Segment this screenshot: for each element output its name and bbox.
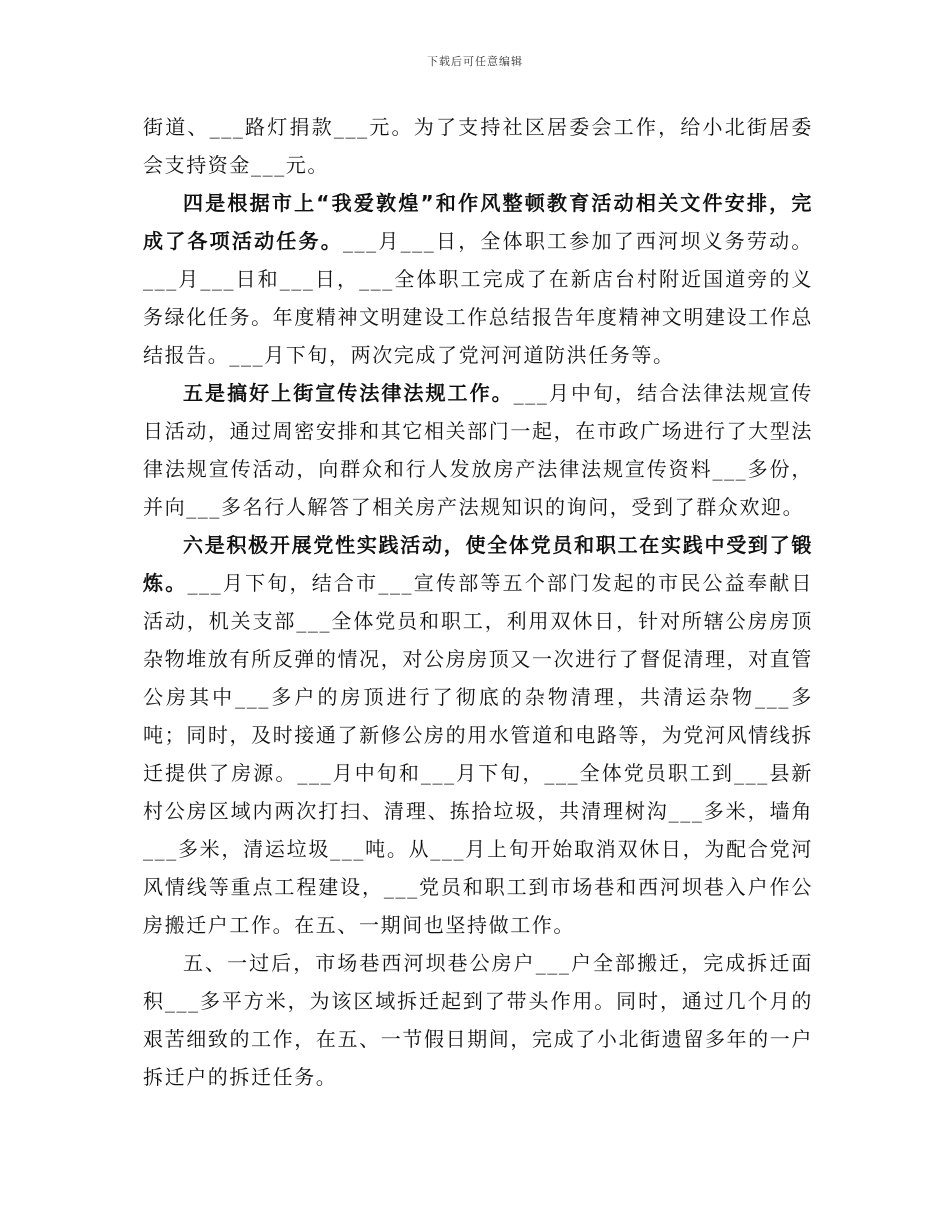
paragraph-text: 五、一过后，市场巷西河坝巷公房户___户全部搬迁，完成拆迁面积___多平方米，为该区域拆迁起到了带头作用。同时，通过几个月的艰苦细致的工作，在五、一节假日期间，完成了小北街遗留多年的一户拆迁户的拆迁任务。 — [143, 951, 813, 1089]
page-header-note: 下载后可任意编辑 — [427, 55, 523, 68]
paragraph-text: ___月下旬，结合市___宣传部等五个部门发起的市民公益奉献日活动，机关支部___全体党员和职工，利用双休日，针对所辖公房房顶杂物堆放有所反弹的情况，对公房房顶又一次进行了督促清理，对直管公房其中___多户的房顶进行了彻底的杂物清理，共清运杂物___多吨；同时，及时接通了新修公房的用水管道和电路等，为党河风情线拆迁提供了房源。___月中旬和___月下旬，___全体党员职工到___县新村公房区域内两次打扫、清理、拣拾垃圾，共清理树沟___多米，墙角___多米，清运垃圾___吨。从___月上旬开始取消双休日，为配合党河风情线等重点工程建设，___党员和职工到市场巷和西河坝巷入户作公房搬迁户工作。在五、一期间也坚持做工作。 — [143, 571, 813, 937]
paragraph-closing — [143, 944, 813, 1096]
paragraph-lead: 六是积极开展党性实践活动，使全体党员和职工在实践中受到了锻炼。 — [143, 533, 813, 595]
paragraph-item-six — [143, 526, 813, 944]
document-body — [143, 108, 813, 1096]
paragraph-item-five — [143, 374, 813, 526]
paragraph-text: 街道、___路灯捐款___元。为了支持社区居委会工作，给小北街居委会支持资金___元。 — [143, 115, 813, 177]
paragraph-lead: 五是搞好上街宣传法律法规工作。 — [183, 381, 514, 405]
paragraph-continuation — [143, 108, 813, 184]
paragraph-lead: 四是根据市上“我爱敦煌”和作风整顿教育活动相关文件安排，完成了各项活动任务。 — [143, 191, 813, 253]
paragraph-item-four — [143, 184, 813, 374]
paragraph-text: ___月中旬，结合法律法规宣传日活动，通过周密安排和其它相关部门一起，在市政广场进行了大型法律法规宣传活动，向群众和行人发放房产法律法规宣传资料___多份，并向___多名行人解答了相关房产法规知识的询问，受到了群众欢迎。 — [143, 381, 814, 519]
paragraph-text: ___月___日，全体职工参加了西河坝义务劳动。___月___日和___日，___全体职工完成了在新店台村附近国道旁的义务绿化任务。年度精神文明建设工作总结报告年度精神文明建设工作总结报告。___月下旬，两次完成了党河河道防洪任务等。 — [143, 229, 814, 367]
